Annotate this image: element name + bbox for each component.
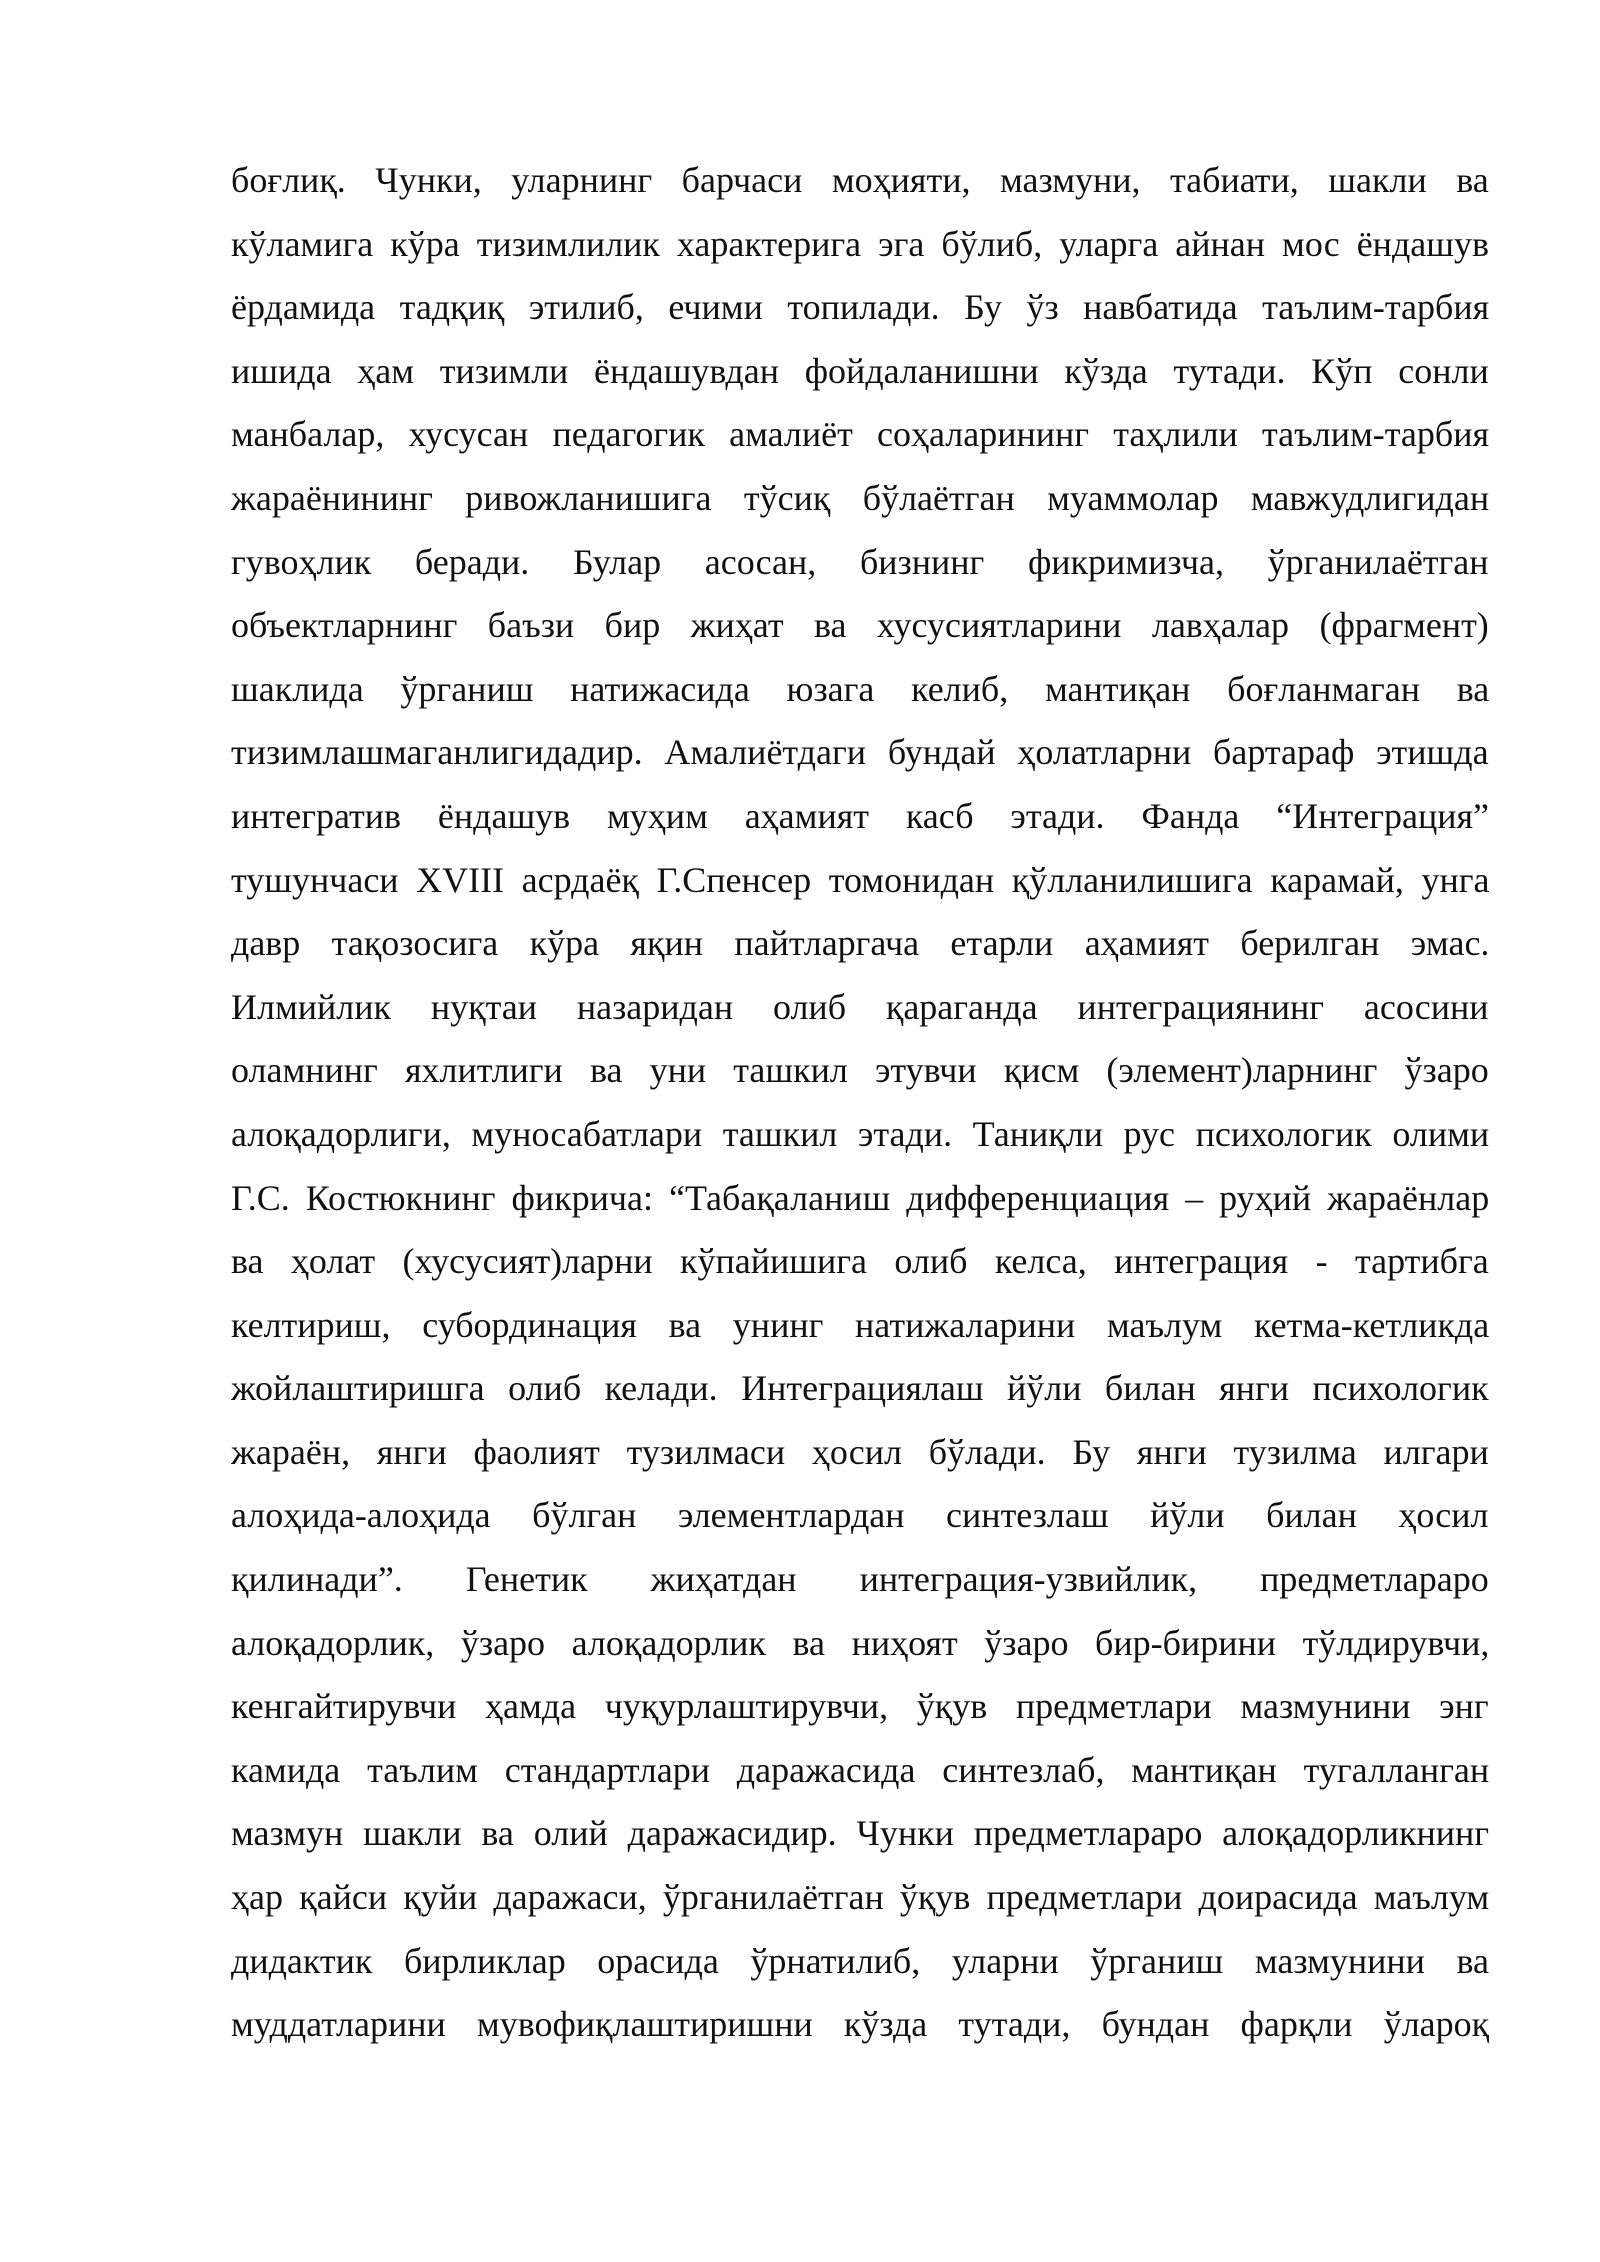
text-line: жараён, янги фаолият тузилмаси ҳосил бўлади. Бу янги тузилма илгари xyxy=(231,1431,1489,1472)
text-line: мазмун шакли ва олий даражасидир. Чунки предметлараро алоқадорликнинг xyxy=(231,1813,1489,1854)
text-line: кўламига кўра тизимлилик характерига эга бўлиб, уларга айнан мос ёндашув xyxy=(231,223,1489,264)
text-line: тизимлашмаганлигидадир. Амалиётдаги бундай ҳолатларни бартараф этишда xyxy=(231,732,1489,773)
text-line: кенгайтирувчи ҳамда чуқурлаштирувчи, ўқув предметлари мазмунини энг xyxy=(231,1686,1489,1727)
text-line: ёрдамида тадқиқ этилиб, ечими топилади. Бу ўз навбатида таълим-тарбия xyxy=(231,287,1489,328)
body-paragraph xyxy=(231,149,1489,2057)
text-line: тушунчаси XVIII асрдаёқ Г.Спенсер томонидан қўлланилишига карамай, унга xyxy=(231,859,1489,900)
text-line: боғлиқ. Чунки, уларнинг барчаси моҳияти, мазмуни, табиати, шакли ва xyxy=(231,160,1489,200)
text-line: ҳар қайси қуйи даражаси, ўрганилаётган ўқув предметлари доирасида маълум xyxy=(231,1877,1489,1918)
text-line: шаклида ўрганиш натижасида юзага келиб, мантиқан боғланмаган ва xyxy=(231,668,1489,709)
text-line: алоқадорлик, ўзаро алоқадорлик ва ниҳоят ўзаро бир-бирини тўлдирувчи, xyxy=(231,1622,1489,1663)
text-line: муддатларини мувофиқлаштиришни кўзда тутади, бундан фарқли ўлароқ xyxy=(231,2004,1489,2045)
text-line: объектларнинг баъзи бир жиҳат ва хусусиятларини лавҳалар (фрагмент) xyxy=(231,605,1489,646)
text-line: алоҳида-алоҳида бўлган элементлардан синтезлаш йўли билан ҳосил xyxy=(231,1495,1489,1536)
text-line: Г.С. Костюкнинг фикрича: “Табақаланиш дифференциация – руҳий жараёнлар xyxy=(231,1177,1489,1218)
text-line: жойлаштиришга олиб келади. Интеграциялаш йўли билан янги психологик xyxy=(231,1368,1489,1409)
text-line: манбалар, хусусан педагогик амалиёт соҳаларининг таҳлили таълим-тарбия xyxy=(231,414,1489,455)
text-line: ишида ҳам тизимли ёндашувдан фойдаланишни кўзда тутади. Кўп сонли xyxy=(231,350,1489,391)
text-line: оламнинг яхлитлиги ва уни ташкил этувчи қисм (элемент)ларнинг ўзаро xyxy=(231,1050,1489,1091)
text-line: камида таълим стандартлари даражасида синтезлаб, мантиқан тугалланган xyxy=(231,1749,1489,1790)
text-line: интегратив ёндашув муҳим аҳамият касб этади. Фанда “Интеграция” xyxy=(231,795,1489,836)
text-line: алоқадорлиги, муносабатлари ташкил этади. Таниқли рус психологик олими xyxy=(231,1113,1489,1154)
text-line: Илмийлик нуқтаи назаридан олиб қараганда интеграциянинг асосини xyxy=(231,986,1489,1027)
text-line: қилинади”. Генетик жиҳатдан интеграция-узвийлик, предметлараро xyxy=(231,1559,1489,1600)
text-line: давр тақозосига кўра яқин пайтларгача етарли аҳамият берилган эмас. xyxy=(231,923,1489,964)
text-line: келтириш, субординация ва унинг натижаларини маълум кетма-кетликда xyxy=(231,1304,1489,1345)
text-line: гувоҳлик беради. Булар асосан, бизнинг фикримизча, ўрганилаётган xyxy=(231,541,1489,582)
text-line: ва ҳолат (хусусият)ларни кўпайишига олиб келса, интеграция - тартибга xyxy=(231,1241,1489,1282)
text-line: дидактик бирликлар орасида ўрнатилиб, уларни ўрганиш мазмунини ва xyxy=(231,1940,1489,1981)
text-line: жараёнининг ривожланишига тўсиқ бўлаётган муаммолар мавжудлигидан xyxy=(231,477,1489,518)
